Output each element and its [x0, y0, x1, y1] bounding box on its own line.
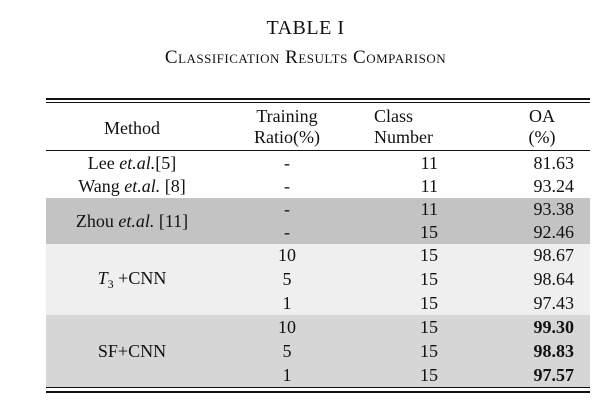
header-training-ratio-line2: Ratio(%)	[254, 127, 320, 147]
bottom-rule-inner	[46, 387, 590, 388]
oa-cell-best: 97.57	[533, 365, 574, 385]
class-number-cell: 15	[420, 317, 438, 337]
class-number-cell: 15	[420, 293, 438, 313]
table-subtitle: Classification Results Comparison	[164, 47, 447, 68]
oa-cell: 81.63	[533, 153, 574, 173]
oa-cell: 98.64	[533, 269, 574, 289]
top-rule-outer	[46, 98, 590, 100]
table-title: TABLE I	[266, 17, 345, 39]
class-number-cell: 11	[420, 199, 438, 219]
header-rule	[46, 150, 590, 151]
header-method: Method	[104, 118, 160, 138]
header-oa-line2: (%)	[528, 127, 556, 147]
ratio-cell: 5	[282, 341, 292, 361]
oa-cell-best: 99.30	[533, 317, 574, 337]
method-cell-zhou: Zhou et.al. [11]	[75, 211, 189, 231]
class-number-cell: 15	[420, 245, 438, 265]
header-class-number-line2: Number	[374, 127, 433, 147]
header-class-number-line1: Class	[374, 106, 414, 126]
ratio-cell: -	[284, 153, 290, 173]
top-rule-inner	[46, 102, 590, 103]
bottom-rule-outer	[46, 391, 590, 393]
method-cell-lee: Lee et.al.[5]	[87, 153, 177, 173]
class-number-cell: 15	[420, 341, 438, 361]
ratio-cell: -	[284, 222, 290, 242]
method-cell-sf-cnn: SF+CNN	[97, 341, 167, 361]
class-number-cell: 15	[420, 365, 438, 385]
oa-cell: 92.46	[533, 222, 574, 242]
ratio-cell: 5	[282, 269, 292, 289]
header-training-ratio-line1: Training	[256, 106, 318, 126]
oa-cell: 97.43	[533, 293, 574, 313]
ratio-cell: -	[284, 176, 290, 196]
oa-cell: 98.67	[533, 245, 574, 265]
ratio-cell: 10	[278, 317, 296, 337]
class-number-cell: 11	[420, 176, 438, 196]
method-cell-wang: Wang et.al. [8]	[78, 176, 186, 196]
ratio-cell: 10	[278, 245, 296, 265]
method-cell-t3-cnn: $T_3 +CNN$	[97, 268, 167, 291]
class-number-cell: 15	[420, 222, 438, 242]
oa-cell: 93.24	[533, 176, 574, 196]
oa-cell-best: 98.83	[533, 341, 574, 361]
oa-cell: 93.38	[533, 199, 574, 219]
class-number-cell: 15	[420, 269, 438, 289]
header-oa-line1: OA	[529, 106, 555, 126]
ratio-cell: 1	[282, 293, 292, 313]
class-number-cell: 11	[420, 153, 438, 173]
ratio-cell: 1	[282, 365, 292, 385]
ratio-cell: -	[284, 199, 290, 219]
